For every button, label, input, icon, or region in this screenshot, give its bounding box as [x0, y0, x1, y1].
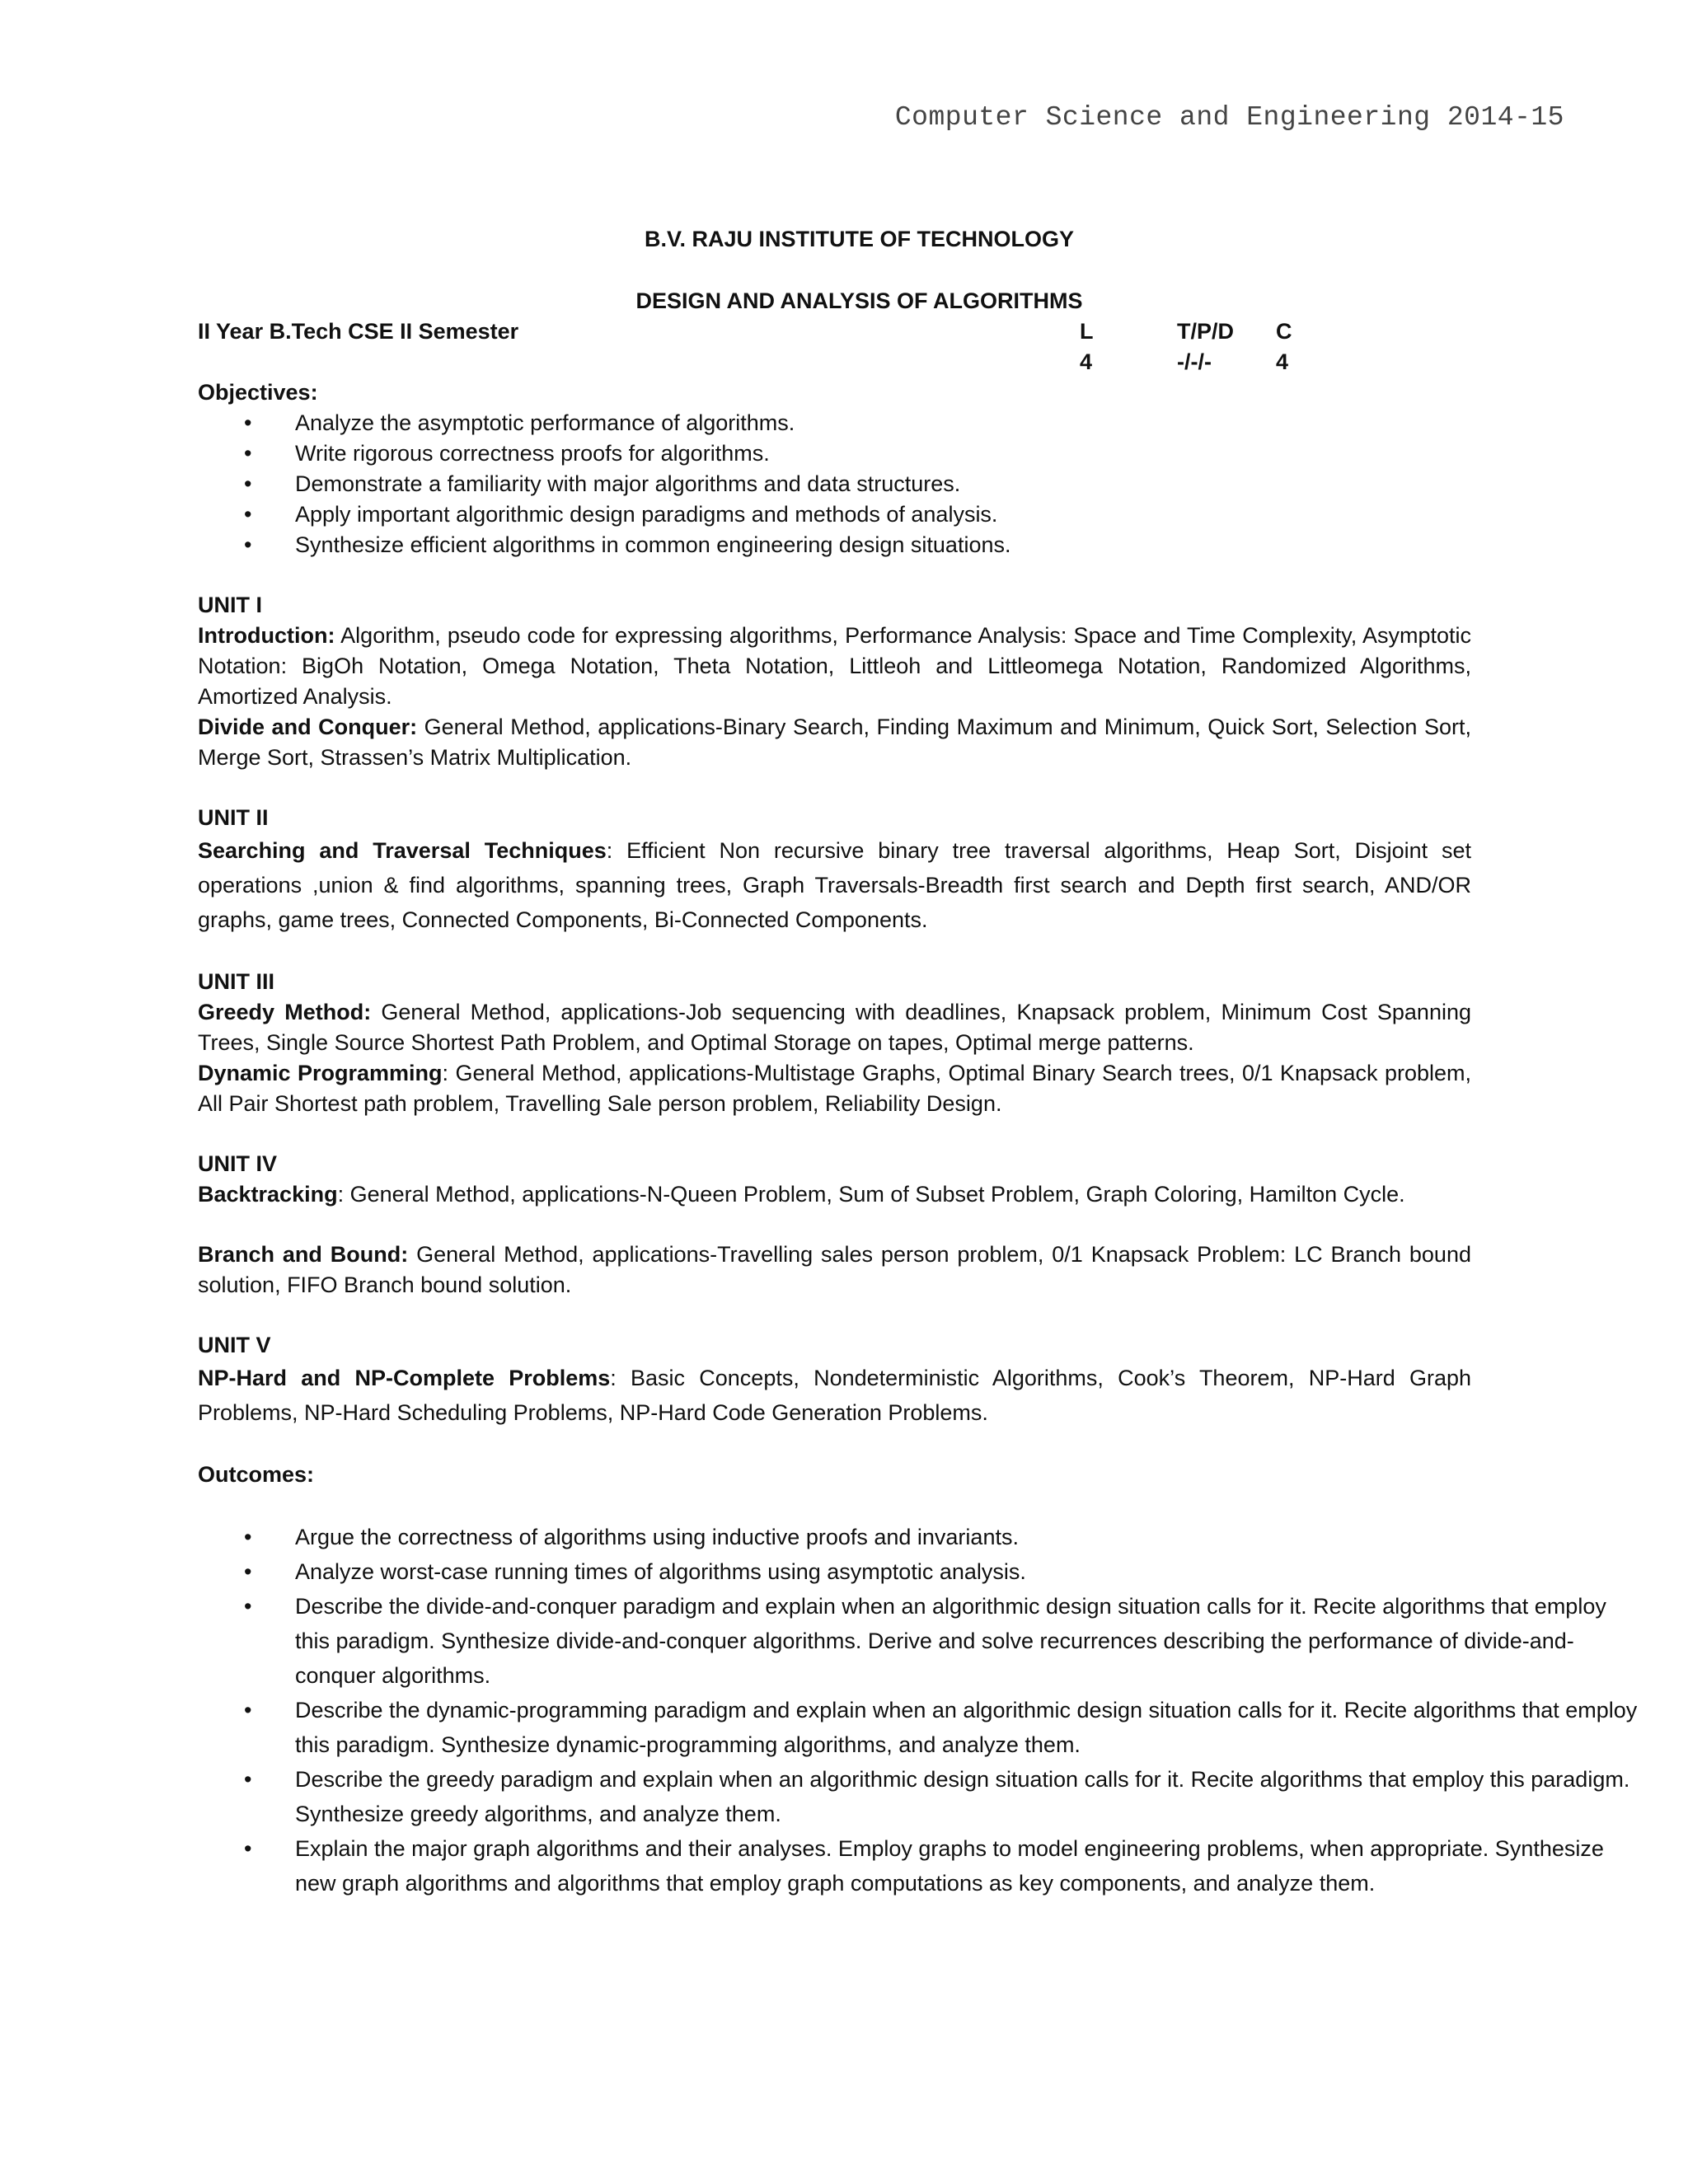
institute-name: B.V. RAJU INSTITUTE OF TECHNOLOGY [644, 227, 1075, 251]
list-item: • Apply important algorithmic design paradigms and methods of analysis. [198, 499, 1471, 530]
list-item: • Describe the greedy paradigm and explain when an algorithmic design situation calls for it. Recite algorithms that employ this paradigm. Synthesize greedy algorithms, and analyze them. [198, 1762, 1647, 1831]
unit-2-searching: Searching and Traversal Techniques: Efficient Non recursive binary tree traversal algorithms, Heap Sort, Disjoint set operations ,union & find algorithms, spanning trees, Graph Traversals-Breadth first search and Depth first search, AND/OR graphs, game trees, Connected Components, Bi-Connected Components. [198, 838, 1471, 932]
list-item: • Write rigorous correctness proofs for algorithms. [198, 438, 1471, 469]
list-item: • Analyze worst-case running times of algorithms using asymptotic analysis. [198, 1554, 1647, 1589]
list-item: • Synthesize efficient algorithms in common engineering design situations. [198, 530, 1471, 560]
unit-3-dynamic: Dynamic Programming: General Method, applications-Multistage Graphs, Optimal Binary Search trees, 0/1 Knapsack problem, All Pair Shortest path problem, Travelling Sale person problem, Reliability Design. [198, 1061, 1471, 1116]
list-item: • Demonstrate a familiarity with major algorithms and data structures. [198, 469, 1471, 499]
bullet-icon: • [244, 1698, 252, 1722]
outcomes-list [198, 1520, 1638, 1900]
bullet-icon: • [244, 502, 252, 527]
semester-row [198, 316, 1471, 347]
unit-1-title: UNIT I [198, 593, 262, 617]
unit-4-backtracking: Backtracking: General Method, applications-N-Queen Problem, Sum of Subset Problem, Graph Coloring, Hamilton Cycle. [198, 1182, 1405, 1207]
list-item: • Describe the dynamic-programming paradigm and explain when an algorithmic design situation calls for it. Recite algorithms that employ this paradigm. Synthesize dynamic-programming algorithms, and analyze them. [198, 1693, 1647, 1762]
col-tpd-header: T/P/D [1177, 319, 1235, 344]
bullet-icon: • [244, 441, 252, 466]
col-c-value: 4 [1276, 349, 1289, 374]
course-title: DESIGN AND ANALYSIS OF ALGORITHMS [635, 288, 1083, 313]
unit-5-title: UNIT V [198, 1333, 271, 1357]
semester-label: II Year B.Tech CSE II Semester [198, 319, 519, 344]
unit-3-greedy: Greedy Method: General Method, applications-Job sequencing with deadlines, Knapsack problem, Minimum Cost Spanning Trees, Single Source Shortest Path Problem, and Optimal Storage on tapes, Optimal merge patterns. [198, 1000, 1471, 1055]
unit-1-divide-conquer: Divide and Conquer: General Method, applications-Binary Search, Finding Maximum and Minimum, Quick Sort, Selection Sort, Merge Sort, Strassen’s Matrix Multiplication. [198, 715, 1471, 770]
bullet-icon: • [244, 1525, 252, 1549]
outcomes-title: Outcomes: [198, 1462, 315, 1487]
col-l-header: L [1080, 319, 1094, 344]
list-item: • Argue the correctness of algorithms using inductive proofs and invariants. [198, 1520, 1647, 1554]
unit-1-introduction: Introduction: Algorithm, pseudo code for expressing algorithms, Performance Analysis: Space and Time Complexity, Asymptotic Notation: BigOh Notation, Omega Notation, Theta Notation, Littleoh and Littleomega Notation, Randomized Algorithms, Amortized Analysis. [198, 623, 1471, 709]
page-header: Computer Science and Engineering 2014-15 [894, 102, 1564, 133]
bullet-icon: • [244, 1767, 252, 1792]
list-item: • Explain the major graph algorithms and their analyses. Employ graphs to model engineering problems, when appropriate. Synthesize new graph algorithms and algorithms that employ graph computations as key components, and analyze them. [198, 1831, 1647, 1900]
syllabus-content [198, 224, 1638, 1900]
bullet-icon: • [244, 410, 252, 435]
col-c-header: C [1276, 319, 1292, 344]
bullet-icon: • [244, 532, 252, 557]
bullet-icon: • [244, 1559, 252, 1584]
unit-5-np-hard: NP-Hard and NP-Complete Problems: Basic Concepts, Nondeterministic Algorithms, Cook’s Theorem, NP-Hard Graph Problems, NP-Hard Scheduling Problems, NP-Hard Code Generation Problems. [198, 1366, 1472, 1425]
objectives-list [198, 408, 1471, 560]
unit-4-title: UNIT IV [198, 1151, 278, 1176]
col-tpd-value: -/-/- [1177, 349, 1212, 374]
credits-row [198, 347, 1471, 377]
bullet-icon: • [244, 1836, 252, 1861]
objectives-title: Objectives: [198, 380, 318, 405]
unit-2-title: UNIT II [198, 805, 269, 830]
unit-4-branch-bound: Branch and Bound: General Method, applications-Travelling sales person problem, 0/1 Knapsack Problem: LC Branch bound solution, FIFO Branch bound solution. [198, 1242, 1471, 1297]
col-l-value: 4 [1080, 349, 1093, 374]
list-item: • Describe the divide-and-conquer paradigm and explain when an algorithmic design situation calls for it. Recite algorithms that employ this paradigm. Synthesize divide-and-conquer algorithms. Derive and solve recurrences describing the performance of divide-and-conquer algorithms. [198, 1589, 1647, 1693]
unit-3-title: UNIT III [198, 969, 274, 994]
bullet-icon: • [244, 1594, 252, 1619]
bullet-icon: • [244, 471, 252, 496]
list-item: • Analyze the asymptotic performance of algorithms. [198, 408, 1471, 438]
